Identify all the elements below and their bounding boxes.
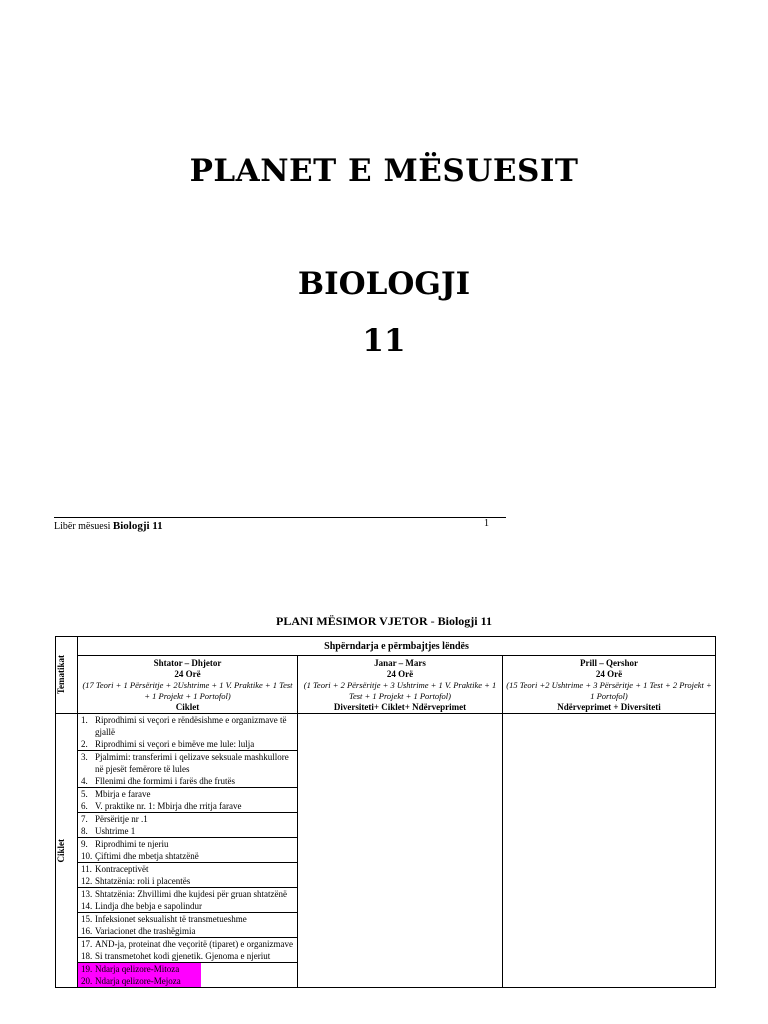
topic-number: 3.: [81, 752, 88, 762]
plan-title: [0, 614, 768, 629]
row-header-cell: [56, 637, 78, 714]
list-item: [78, 875, 297, 887]
topic-groups: [78, 714, 297, 987]
topic-group: [78, 863, 297, 888]
list-item: [78, 800, 297, 812]
topic-number: 10.: [81, 851, 93, 861]
period-2-hours: 24 Orë: [386, 669, 414, 679]
topic-number: 13.: [81, 889, 93, 899]
list-item: [78, 825, 297, 837]
topic-text: Pjalmimi: transferimi i qelizave seksuale mashkullore në pjesët femërore të lules: [95, 752, 289, 774]
period-3-name: Prill – Qershor: [580, 658, 638, 668]
topic-number: 5.: [81, 789, 88, 799]
theme-cell: [56, 714, 78, 988]
topic-text: Fllenimi dhe formimi i farës dhe frutës: [95, 776, 235, 786]
topic-number: 19.: [81, 964, 93, 974]
list-item: [78, 850, 297, 862]
footer-page-number: 1: [484, 518, 489, 529]
topic-group: [78, 788, 297, 813]
topic-text: Riprodhimi si veçori e bimëve me lule: lulja: [95, 739, 255, 749]
topic-number: 16.: [81, 926, 93, 936]
plan-title-sep: -: [430, 614, 435, 628]
topic-number: 15.: [81, 914, 93, 924]
theme-label: Ciklet: [56, 838, 66, 863]
topic-group: [78, 751, 297, 788]
period-2-sub: Diversiteti+ Ciklet+ Ndërveprimet: [333, 702, 467, 712]
topic-text: Kontraceptivët: [95, 864, 149, 874]
topic-number: 11.: [81, 864, 92, 874]
period-3-topics: [503, 714, 716, 988]
topic-group: [78, 813, 297, 838]
topic-number: 18.: [81, 951, 93, 961]
topic-number: 17.: [81, 939, 93, 949]
cover-subject: BIOLOGJI: [297, 266, 471, 302]
list-item: [78, 738, 297, 750]
cover-grade: 11: [362, 323, 406, 359]
list-item: [78, 863, 297, 875]
list-item: [78, 963, 201, 975]
topic-text: V. praktike nr. 1: Mbirja dhe rritja farave: [95, 801, 242, 811]
period-1-sub: Ciklet: [175, 702, 200, 712]
period-3-sub: Ndërveprimet + Diversiteti: [557, 702, 661, 712]
topic-number: 8.: [81, 826, 88, 836]
list-item: [78, 751, 297, 775]
list-item: [78, 900, 297, 912]
topic-group: [78, 888, 297, 913]
topic-group: [78, 938, 297, 963]
topic-number: 12.: [81, 876, 93, 886]
distribution-header: Shpërndarja e përmbajtjes lëndës: [78, 637, 716, 656]
topic-group: [78, 963, 297, 987]
topic-number: 2.: [81, 739, 88, 749]
topic-number: 7.: [81, 814, 88, 824]
topic-text: Ndarja qelizore-Mitoza: [95, 964, 180, 974]
topic-text: Mbirja e farave: [95, 789, 151, 799]
topic-text: Variacionet dhe trashëgimia: [95, 926, 196, 936]
topic-text: Shtatzënia: Zhvillimi dhe kujdesi për gruan shtatzënë: [95, 889, 287, 899]
period-2-header: [298, 656, 503, 714]
row-header-label: Tematikat: [56, 655, 66, 695]
period-1-details: (17 Teori + 1 Përsëritje + 2Ushtrime + 1 V. Praktike + 1 Test + 1 Projekt + 1 Portofol): [82, 680, 293, 701]
period-2-name: Janar – Mars: [374, 658, 426, 668]
topic-text: AND-ja, proteinat dhe veçoritë (tiparet) e organizmave: [95, 939, 293, 949]
topic-text: Ushtrime 1: [95, 826, 136, 836]
list-item: [78, 813, 297, 825]
period-1-hours: 24 Orë: [174, 669, 201, 679]
list-item: [78, 714, 297, 738]
list-item: [78, 775, 297, 787]
topic-number: 14.: [81, 901, 93, 911]
list-item: [78, 938, 297, 950]
period-3-hours: 24 Orë: [595, 669, 623, 679]
footer-label: [54, 520, 163, 532]
topic-number: 1.: [81, 715, 88, 725]
topic-group: [78, 714, 297, 751]
topic-text: Çiftimi dhe mbetja shtatzënë: [95, 851, 199, 861]
list-item: [78, 950, 297, 962]
footer-book-label: Libër mësuesi: [54, 521, 111, 532]
footer-divider: [54, 517, 506, 518]
topic-number: 9.: [81, 839, 88, 849]
period-2-details: (1 Teori + 2 Përsëritje + 3 Ushtrime + 1 V. Praktike + 1 Test + 1 Projekt + 1 Portofol): [303, 680, 497, 701]
topic-text: Ndarja qelizore-Mejoza: [95, 976, 181, 986]
topic-text: Riprodhimi si veçori e rëndësishme e organizmave të gjallë: [95, 715, 287, 737]
period-1-header: [78, 656, 298, 714]
period-2-topics: [298, 714, 503, 988]
plan-title-main: PLANI MËSIMOR VJETOR: [276, 614, 428, 628]
topic-number: 20.: [81, 976, 93, 986]
topic-number: 6.: [81, 801, 88, 811]
topic-text: Përsëritje nr .1: [95, 814, 148, 824]
topic-group: [78, 913, 297, 938]
list-item: [78, 888, 297, 900]
list-item: [78, 788, 297, 800]
period-1-name: Shtator – Dhjetor: [153, 658, 222, 668]
topic-text: Si transmetohet kodi gjenetik. Gjenoma e njeriut: [95, 951, 271, 961]
plan-title-subject: Biologji 11: [437, 614, 492, 628]
topic-text: Lindja dhe bebja e sapolindur: [95, 901, 202, 911]
topic-text: Riprodhimi te njeriu: [95, 839, 169, 849]
annual-plan-table: [55, 636, 716, 988]
list-item: [78, 925, 297, 937]
list-item: [78, 975, 201, 987]
topic-number: 4.: [81, 776, 88, 786]
footer-book-title: Biologji 11: [112, 520, 163, 532]
cover-title: PLANET E MËSUESIT: [189, 153, 579, 189]
topic-group: [78, 838, 297, 863]
topic-text: Infeksionet seksualisht të transmetueshme: [95, 914, 247, 924]
list-item: [78, 913, 297, 925]
period-1-topics: [78, 714, 298, 988]
topic-text: Shtatzënia: roli i placentës: [95, 876, 191, 886]
period-3-details: (15 Teori +2 Ushtrime + 3 Përsëritje + 1 Test + 2 Projekt + 1 Portofol): [506, 680, 712, 701]
list-item: [78, 838, 297, 850]
period-3-header: [503, 656, 716, 714]
